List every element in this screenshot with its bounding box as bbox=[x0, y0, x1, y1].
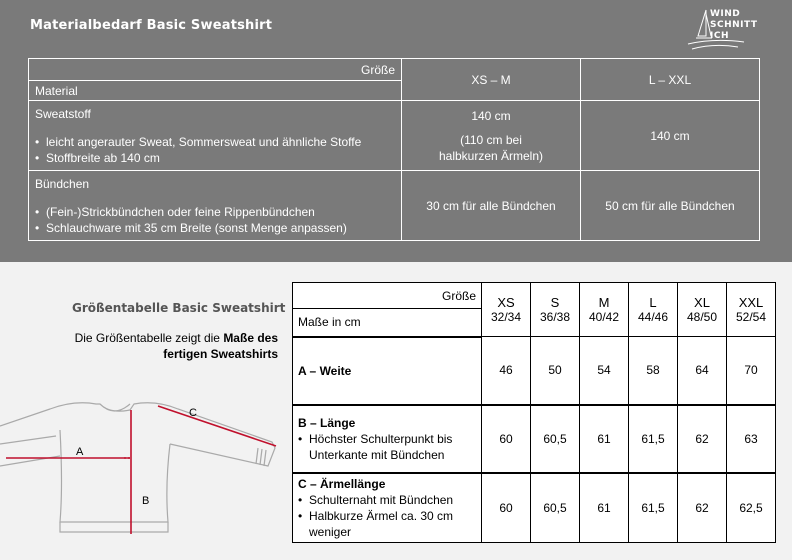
label-b: B bbox=[142, 495, 150, 507]
size-table bbox=[292, 282, 776, 543]
list-item: • (Fein-)Strickbündchen oder feine Rippenbündchen bbox=[35, 204, 395, 220]
description-text: Die Größentabelle zeigt die bbox=[74, 331, 224, 345]
cell: 63 bbox=[727, 405, 776, 473]
size-eu: 36/38 bbox=[539, 310, 571, 324]
measure-label: Maße in cm bbox=[293, 309, 482, 337]
cell: 61 bbox=[580, 473, 629, 543]
material-header-label: Material bbox=[29, 81, 402, 101]
label-a: A bbox=[76, 446, 84, 458]
cell: 64 bbox=[678, 337, 727, 405]
cell: 62 bbox=[678, 405, 727, 473]
row-label-c-cell bbox=[293, 473, 482, 543]
cell: 54 bbox=[580, 337, 629, 405]
size-name: L bbox=[649, 295, 657, 310]
size-chart-description bbox=[30, 330, 278, 362]
sweatstoff-name: Sweatstoff bbox=[35, 106, 91, 121]
row-c-bullets bbox=[298, 492, 476, 540]
size-name: S bbox=[550, 295, 560, 310]
sweatstoff-cell bbox=[29, 101, 402, 171]
cell: 46 bbox=[482, 337, 531, 405]
size-eu: 52/54 bbox=[735, 310, 767, 324]
row-label-b-cell bbox=[293, 405, 482, 473]
description-bold: Maße des fertigen Sweatshirts bbox=[163, 331, 278, 361]
sweatstoff-l-xxl: 140 cm bbox=[581, 101, 760, 171]
size-eu: 48/50 bbox=[686, 310, 718, 324]
list-item: • Schlauchware mit 35 cm Breite (sonst Menge anpassen) bbox=[35, 220, 395, 236]
size-col-xs bbox=[482, 283, 531, 337]
buendchen-xs-m: 30 cm für alle Bündchen bbox=[402, 171, 581, 241]
sweatstoff-xs-m-value: 140 cm bbox=[471, 108, 511, 123]
row-label-c: C – Ärmellänge bbox=[298, 476, 386, 491]
row-b-bullets bbox=[298, 431, 476, 463]
material-section bbox=[0, 0, 792, 262]
buendchen-cell bbox=[29, 171, 402, 241]
col-l-xxl: L – XXL bbox=[581, 59, 760, 101]
cell: 58 bbox=[629, 337, 678, 405]
list-item: • Schulternaht mit Bündchen bbox=[298, 492, 476, 508]
measure-line-c bbox=[158, 406, 276, 446]
material-table bbox=[28, 58, 760, 241]
list-item: • Höchster Schulterpunkt bis Unterkante mit Bündchen bbox=[298, 431, 476, 463]
size-col-l bbox=[629, 283, 678, 337]
sweatstoff-note-1: (110 cm bei bbox=[460, 132, 522, 147]
cell: 60,5 bbox=[531, 473, 580, 543]
size-chart-title: Größentabelle Basic Sweatshirt bbox=[72, 301, 286, 315]
cell: 60 bbox=[482, 473, 531, 543]
brand-logo bbox=[684, 4, 784, 56]
size-col-s bbox=[531, 283, 580, 337]
size-name: XS bbox=[497, 295, 515, 310]
buendchen-bullets bbox=[35, 204, 395, 236]
logo-line-2: SCHNITT bbox=[710, 20, 758, 30]
size-name: XL bbox=[694, 295, 710, 310]
list-item: • leicht angerauter Sweat, Sommersweat und ähnliche Stoffe bbox=[35, 134, 395, 150]
size-eu: 32/34 bbox=[490, 310, 522, 324]
size-col-xl bbox=[678, 283, 727, 337]
sweatstoff-note-2: halbkurzen Ärmeln) bbox=[438, 148, 544, 163]
table-row bbox=[293, 337, 776, 405]
measure-lines bbox=[6, 406, 276, 534]
cell: 60,5 bbox=[531, 405, 580, 473]
size-eu: 40/42 bbox=[588, 310, 620, 324]
row-label-a: A – Weite bbox=[293, 337, 482, 405]
sweatstoff-bullets bbox=[35, 134, 395, 166]
sweatstoff-xs-m bbox=[402, 101, 581, 171]
cell: 62,5 bbox=[727, 473, 776, 543]
sweatshirt-diagram bbox=[0, 396, 290, 560]
size-col-xxl bbox=[727, 283, 776, 337]
table-row bbox=[293, 473, 776, 543]
row-label-b: B – Länge bbox=[298, 415, 356, 430]
logo-text bbox=[710, 9, 758, 42]
table-row bbox=[293, 405, 776, 473]
label-c: C bbox=[189, 407, 197, 419]
cell: 70 bbox=[727, 337, 776, 405]
sweatshirt-outline bbox=[0, 403, 275, 532]
col-xs-m: XS – M bbox=[402, 59, 581, 101]
cell: 60 bbox=[482, 405, 531, 473]
cell: 61,5 bbox=[629, 405, 678, 473]
cell: 61 bbox=[580, 405, 629, 473]
size-col-m bbox=[580, 283, 629, 337]
material-title: Materialbedarf Basic Sweatshirt bbox=[30, 18, 273, 33]
size-eu: 44/46 bbox=[637, 310, 669, 324]
size-header-label: Größe bbox=[29, 59, 402, 81]
list-item: • Stoffbreite ab 140 cm bbox=[35, 150, 395, 166]
logo-line-1: WIND bbox=[710, 9, 741, 19]
logo-line-3: ICH bbox=[710, 31, 729, 41]
size-name: XXL bbox=[738, 295, 764, 310]
cell: 62 bbox=[678, 473, 727, 543]
cell: 61,5 bbox=[629, 473, 678, 543]
buendchen-name: Bündchen bbox=[35, 176, 90, 191]
list-item: • Halbkurze Ärmel ca. 30 cm weniger bbox=[298, 508, 476, 540]
size-name: M bbox=[598, 295, 610, 310]
cell: 50 bbox=[531, 337, 580, 405]
buendchen-l-xxl: 50 cm für alle Bündchen bbox=[581, 171, 760, 241]
size-label: Größe bbox=[293, 283, 482, 309]
